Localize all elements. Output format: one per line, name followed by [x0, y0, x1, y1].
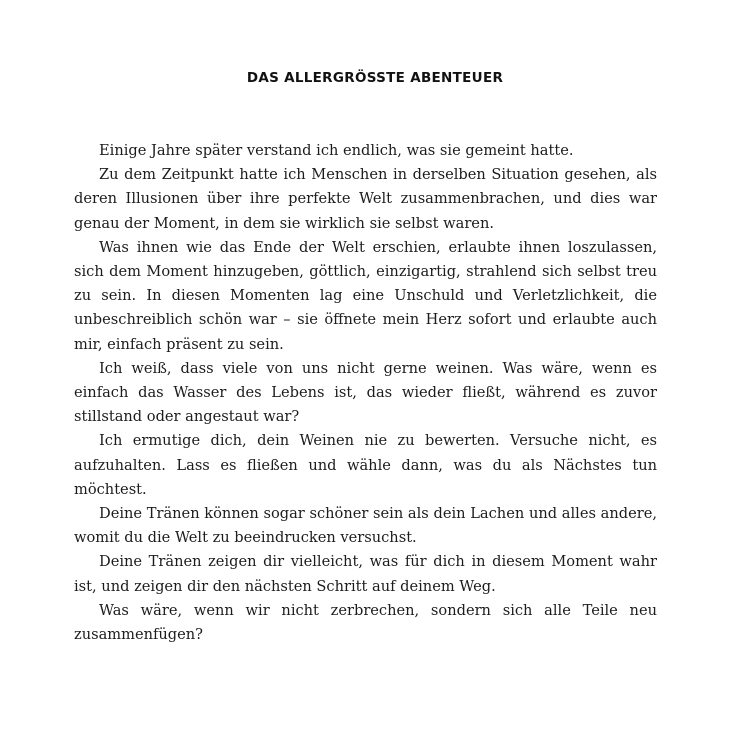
paragraph: Deine Tränen können sogar schöner sein als dein Lachen und alles andere, womit du die Welt zu beeindrucken versuchst.	[74, 505, 657, 547]
paragraph: Ich weiß, dass viele von uns nicht gerne weinen. Was wäre, wenn es einfach das Wasser des Lebens ist, das wieder fließt, während es zuvor stillstand oder angestaut war?	[74, 359, 657, 426]
paragraph: Was ihnen wie das Ende der Welt erschien, erlaubte ihnen loszulassen, sich dem Moment hinzugeben, göttlich, einzigartig, strahlend sich selbst treu zu sein. In diesen Momenten lag eine Unschuld und Verletzlichkeit, die unbeschreiblich schön war – sie öffnete mein Herz sofort und erlaubte auch mir, einfach präsent zu sein.	[74, 238, 657, 353]
paragraph: Zu dem Zeitpunkt hatte ich Menschen in derselben Situation gesehen, als deren Illusionen über ihre perfekte Welt zusammenbrachen, und dies war genau der Moment, in dem sie wirklich sie selbst waren.	[74, 166, 657, 232]
paragraph: Einige Jahre später verstand ich endlich, was sie gemeint hatte.	[99, 142, 574, 159]
chapter-title: DAS ALLERGRÖSSTE ABENTEUER	[246, 70, 504, 86]
paragraph: Deine Tränen zeigen dir vielleicht, was für dich in diesem Moment wahr ist, und zeigen dir den nächsten Schritt auf deinem Weg.	[74, 553, 657, 595]
body-text	[74, 139, 657, 647]
paragraph: Was wäre, wenn wir nicht zerbrechen, sondern sich alle Teile neu zusammenfügen?	[74, 601, 657, 644]
paragraph: Ich ermutige dich, dein Weinen nie zu bewerten. Versuche nicht, es aufzuhalten. Lass es fließen und wähle dann, was du als Nächstes tun möchtest.	[74, 432, 657, 498]
